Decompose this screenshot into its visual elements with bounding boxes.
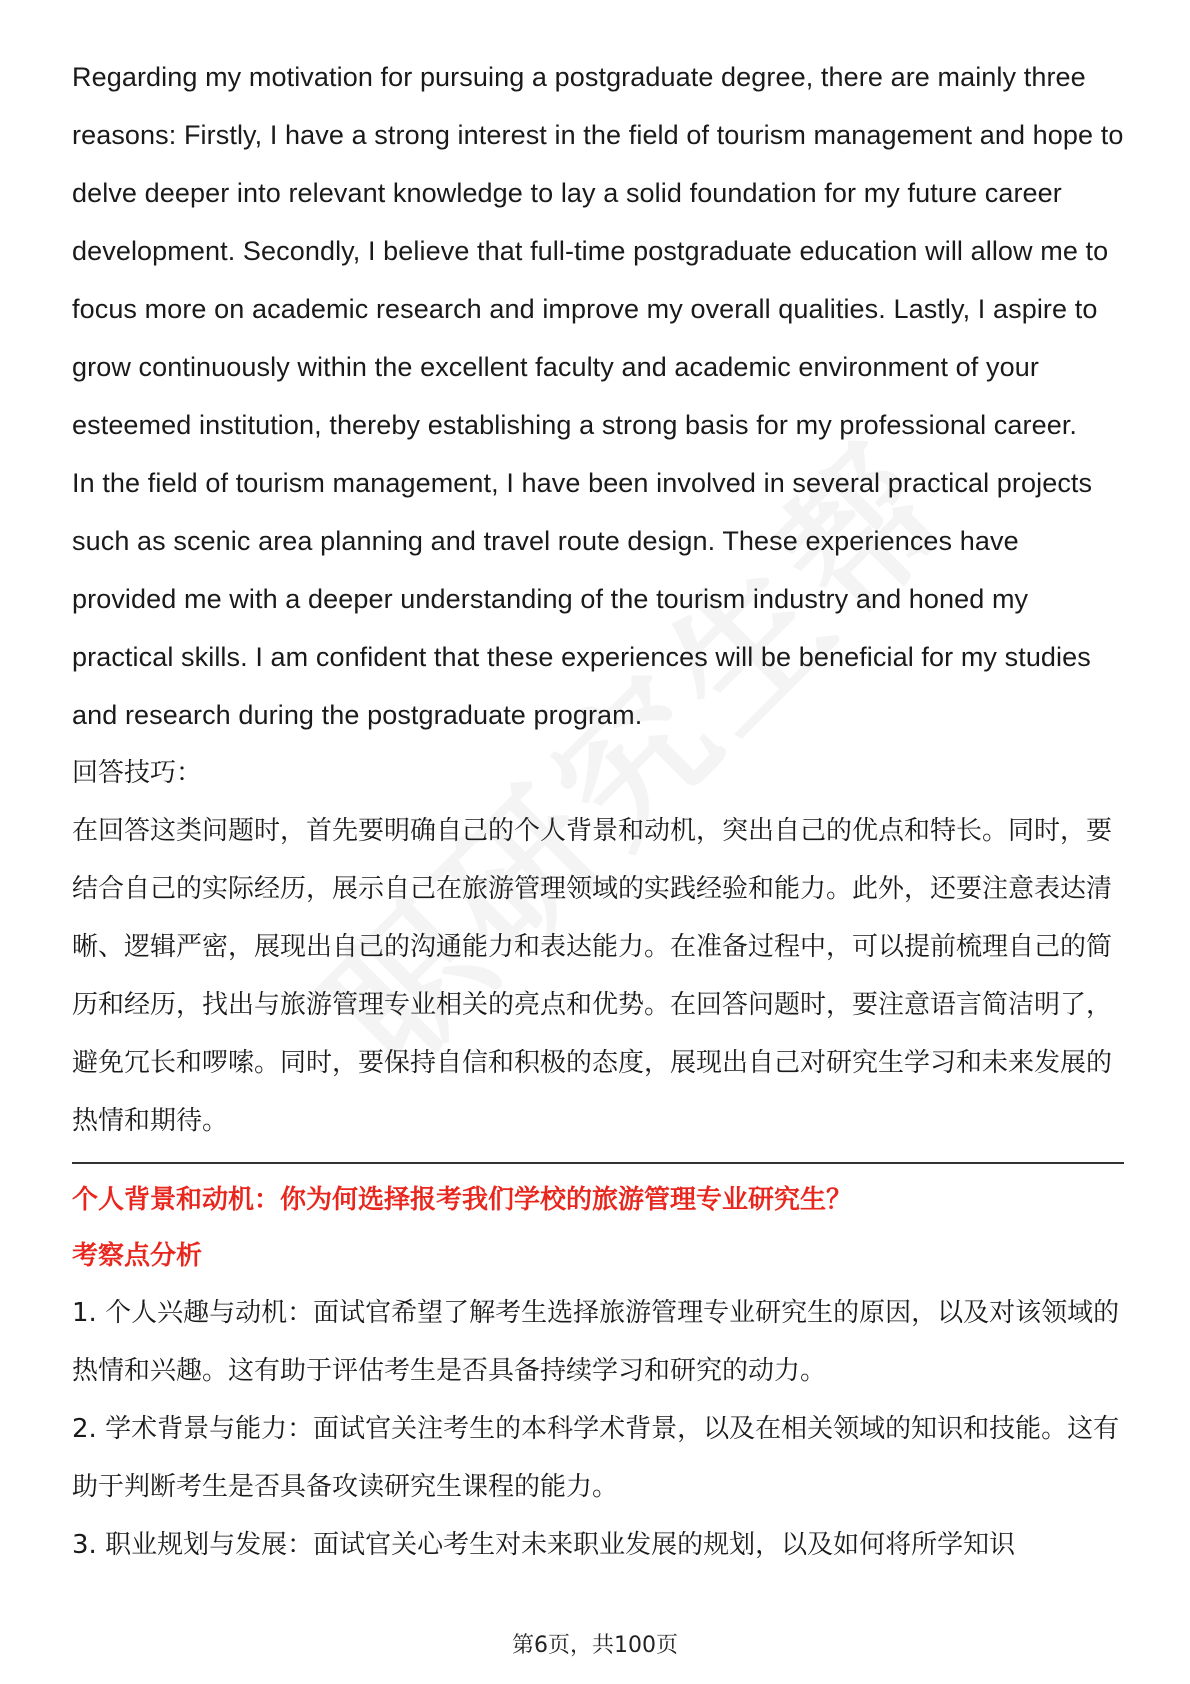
section-divider	[72, 1162, 1124, 1164]
tips-text: 在回答这类问题时，首先要明确自己的个人背景和动机，突出自己的优点和特长。同时，要结合自己的实际经历，展示自己在旅游管理领域的实践经验和能力。此外，还要注意表达清晰、逻辑严密，展现出自己的沟通能力和表达能力。在准备过程中，可以提前梳理自己的简历和经历，找出与旅游管理专业相关的亮点和优势。在回答问题时，要注意语言简洁明了，避免冗长和啰嗦。同时，要保持自信和积极的态度，展现出自己对研究生学习和未来发展的热情和期待。	[72, 816, 1113, 1136]
analysis-heading: 考察点分析	[72, 1241, 203, 1271]
analysis-point-3: 3. 职业规划与发展：面试官关心考生对未来职业发展的规划，以及如何将所学知识	[72, 1530, 1016, 1560]
page-content	[72, 48, 1124, 1574]
answer-paragraph-1: Regarding my motivation for pursuing a postgraduate degree, there are mainly three reasons: Firstly, I have a strong interest in the field of tourism management and hope to delve deeper into relevant knowledge to lay a solid foundation for my future career development. Secondly, I believe that full-time postgraduate education will allow me to focus more on academic research and improve my overall qualities. Lastly, I aspire to grow continuously within the excellent faculty and academic environment of your esteemed institution, thereby establishing a strong basis for my professional career.	[72, 62, 1124, 440]
analysis-point-2: 2. 学术背景与能力：面试官关注考生的本科学术背景，以及在相关领域的知识和技能。这有助于判断考生是否具备攻读研究生课程的能力。	[72, 1414, 1120, 1502]
tips-label: 回答技巧：	[72, 758, 203, 788]
question-title: 个人背景和动机：你为何选择报考我们学校的旅游管理专业研究生？	[72, 1185, 853, 1215]
answer-paragraph-2: In the field of tourism management, I have been involved in several practical projects such as scenic area planning and travel route design. These experiences have provided me with a deeper understanding of the tourism industry and honed my practical skills. I am confident that these experiences will be beneficial for my studies and research during the postgraduate program.	[72, 468, 1093, 730]
analysis-point-1: 1. 个人兴趣与动机：面试官希望了解考生选择旅游管理专业研究生的原因，以及对该领域的热情和兴趣。这有助于评估考生是否具备持续学习和研究的动力。	[72, 1298, 1120, 1386]
page-number: 第6页，共100页	[512, 1633, 678, 1658]
